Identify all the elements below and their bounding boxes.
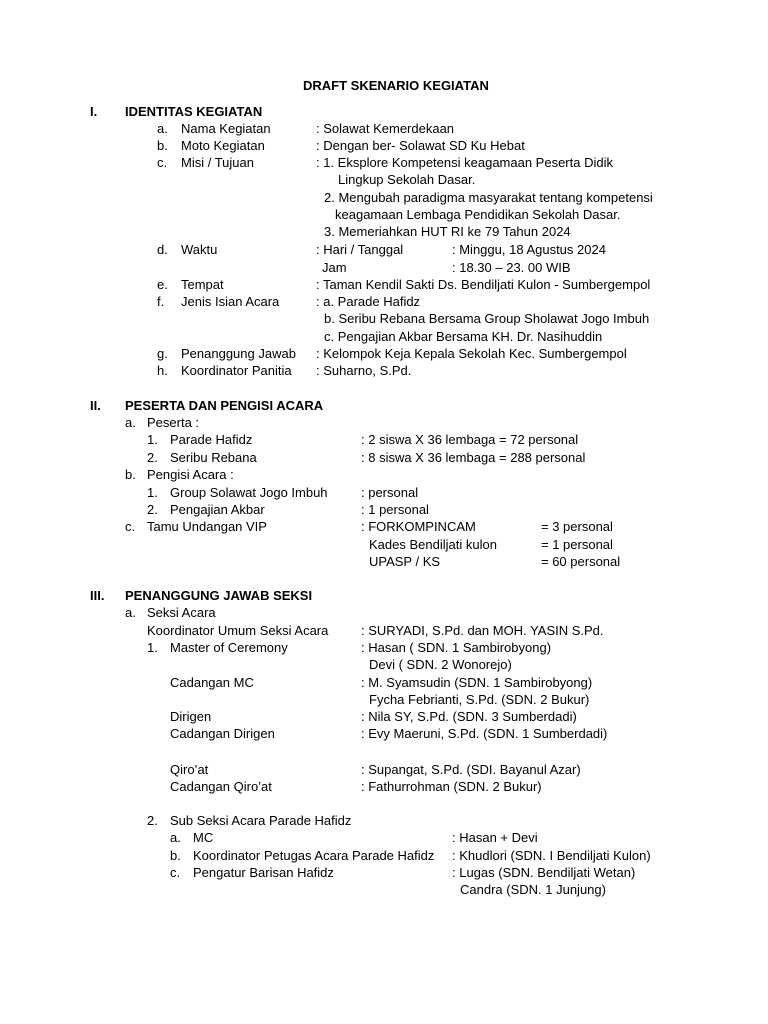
item-value: Lingkup Sekolah Dasar. (338, 172, 476, 187)
item-label: Nama Kegiatan (181, 121, 271, 136)
item-number: 1. (147, 485, 158, 500)
item-letter: c. (125, 519, 136, 534)
item-value: = 3 personal (541, 519, 613, 534)
item-label: MC (193, 830, 214, 845)
item-sublabel: UPASP / KS (369, 554, 441, 569)
item-label: Tempat (181, 277, 224, 292)
item-letter: e. (157, 277, 168, 292)
item-value: Devi ( SDN. 2 Wonorejo) (369, 657, 512, 672)
item-letter: b. (170, 848, 181, 863)
item-label: Cadangan Qiro’at (170, 779, 272, 794)
item-label: Cadangan MC (170, 675, 254, 690)
document-title: DRAFT SKENARIO KEGIATAN (303, 78, 489, 93)
section-number: I. (90, 104, 98, 119)
item-label: Master of Ceremony (170, 640, 288, 655)
section-title: IDENTITAS KEGIATAN (125, 104, 263, 119)
item-value: : Taman Kendil Sakti Ds. Bendiljati Kulon - Sumbergempol (316, 277, 651, 292)
item-value: : Nila SY, S.Pd. (SDN. 3 Sumberdadi) (361, 709, 577, 724)
item-letter: h. (157, 363, 168, 378)
item-letter: a. (157, 121, 168, 136)
item-letter: f. (157, 294, 165, 309)
item-label: Peserta : (147, 415, 200, 430)
item-value: : Fathurrohman (SDN. 2 Bukur) (361, 779, 542, 794)
item-letter: a. (170, 830, 181, 845)
item-number: 2. (147, 813, 158, 828)
item-label: Parade Hafidz (170, 432, 253, 447)
item-value: : Kelompok Keja Kepala Sekolah Kec. Sumbergempol (316, 346, 627, 361)
item-number: 1. (147, 640, 158, 655)
item-value: : 1 personal (361, 502, 429, 517)
item-letter: b. (157, 138, 168, 153)
item-label: Tamu Undangan VIP (147, 519, 267, 534)
item-label: Misi / Tujuan (181, 155, 254, 170)
item-letter: b. (125, 467, 136, 482)
item-sublabel: Jam (322, 260, 347, 275)
section-number: III. (90, 588, 105, 603)
item-label: Koordinator Petugas Acara Parade Hafidz (193, 848, 435, 863)
item-letter: g. (157, 346, 168, 361)
item-letter: a. (125, 605, 136, 620)
item-letter: c. (157, 155, 168, 170)
item-value: : Khudlori (SDN. I Bendiljati Kulon) (452, 848, 651, 863)
item-label: Pengajian Akbar (170, 502, 265, 517)
item-letter: a. (125, 415, 136, 430)
item-value: : Minggu, 18 Agustus 2024 (452, 242, 606, 257)
section-title: PENANGGUNG JAWAB SEKSI (125, 588, 313, 603)
item-label: Koordinator Umum Seksi Acara (147, 623, 329, 638)
item-value: : 8 siswa X 36 lembaga = 288 personal (361, 450, 586, 465)
item-value: : Hasan ( SDN. 1 Sambirobyong) (361, 640, 552, 655)
item-label: Seksi Acara (147, 605, 216, 620)
item-label: Pengatur Barisan Hafidz (193, 865, 334, 880)
item-number: 2. (147, 450, 158, 465)
item-label: Sub Seksi Acara Parade Hafidz (170, 813, 352, 828)
item-number: 2. (147, 502, 158, 517)
item-value: : a. Parade Hafidz (316, 294, 421, 309)
item-label: Jenis Isian Acara (181, 294, 280, 309)
item-value: c. Pengajian Akbar Bersama KH. Dr. Nasihuddin (324, 329, 603, 344)
item-value: : Dengan ber- Solawat SD Ku Hebat (316, 138, 525, 153)
item-value: keagamaan Lembaga Pendidikan Sekolah Dasar. (335, 207, 621, 222)
item-value: : Supangat, S.Pd. (SDI. Bayanul Azar) (361, 762, 581, 777)
item-value: : 18.30 – 23. 00 WIB (452, 260, 571, 275)
item-sublabel: : Hari / Tanggal (316, 242, 404, 257)
section-title: PESERTA DAN PENGISI ACARA (125, 398, 324, 413)
item-value: : personal (361, 485, 419, 500)
item-letter: c. (170, 865, 181, 880)
item-value: : M. Syamsudin (SDN. 1 Sambirobyong) (361, 675, 593, 690)
item-value: : Lugas (SDN. Bendiljati Wetan) (452, 865, 636, 880)
item-sublabel: : FORKOMPINCAM (361, 519, 476, 534)
item-value: : Suharno, S.Pd. (316, 363, 412, 378)
item-label: Group Solawat Jogo Imbuh (170, 485, 328, 500)
item-value: : SURYADI, S.Pd. dan MOH. YASIN S.Pd. (361, 623, 604, 638)
item-value: : 2 siswa X 36 lembaga = 72 personal (361, 432, 579, 447)
item-value: : 1. Eksplore Kompetensi keagamaan Peserta Didik (316, 155, 613, 170)
section-number: II. (90, 398, 101, 413)
item-label: Dirigen (170, 709, 212, 724)
item-letter: d. (157, 242, 168, 257)
item-value: : Evy Maeruni, S.Pd. (SDN. 1 Sumberdadi) (361, 726, 608, 741)
item-label: Pengisi Acara : (147, 467, 234, 482)
item-value: = 1 personal (541, 537, 613, 552)
item-value: = 60 personal (541, 554, 621, 569)
item-value: 3. Memeriahkan HUT RI ke 79 Tahun 2024 (324, 224, 571, 239)
item-value: : Hasan + Devi (452, 830, 538, 845)
item-value: b. Seribu Rebana Bersama Group Sholawat Jogo Imbuh (324, 311, 650, 326)
item-number: 1. (147, 432, 158, 447)
item-value: 2. Mengubah paradigma masyarakat tentang kompetensi (324, 190, 653, 205)
item-label: Cadangan Dirigen (170, 726, 275, 741)
item-value: Fycha Febrianti, S.Pd. (SDN. 2 Bukur) (369, 692, 590, 707)
item-label: Qiro’at (170, 762, 209, 777)
item-label: Penanggung Jawab (181, 346, 296, 361)
item-label: Seribu Rebana (170, 450, 257, 465)
item-value: Candra (SDN. 1 Junjung) (460, 882, 606, 897)
item-label: Moto Kegiatan (181, 138, 265, 153)
item-sublabel: Kades Bendiljati kulon (369, 537, 497, 552)
item-value: : Solawat Kemerdekaan (316, 121, 455, 136)
item-label: Waktu (181, 242, 218, 257)
item-label: Koordinator Panitia (181, 363, 292, 378)
